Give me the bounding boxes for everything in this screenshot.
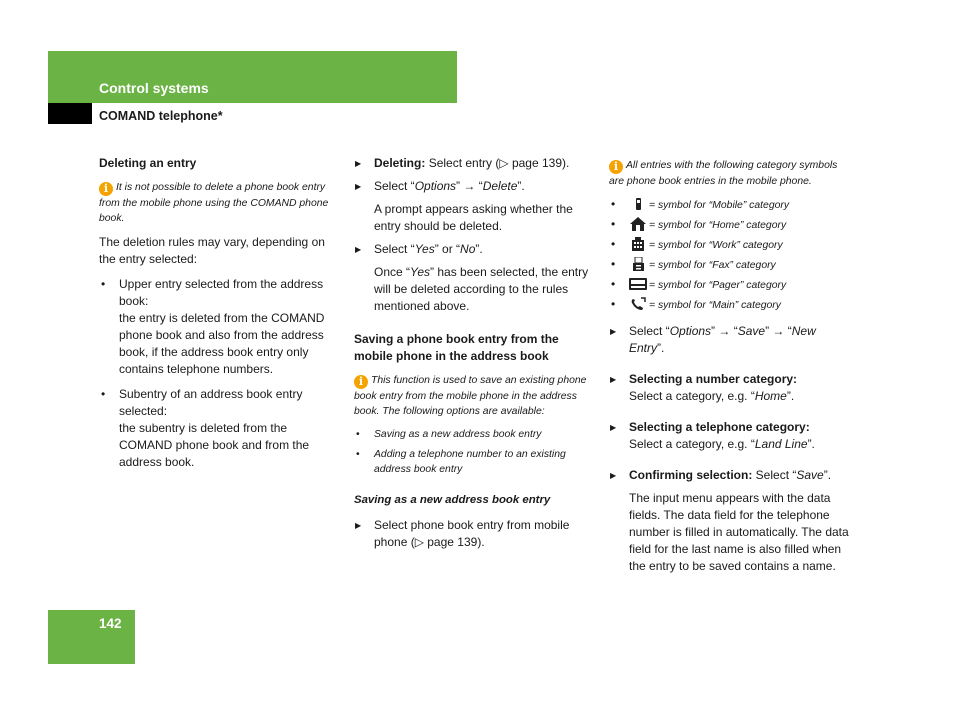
work-icon <box>629 237 647 251</box>
list-item: • Subentry of an address book entry selected: the subentry is deleted from the COMAND phone book and from the address book. <box>99 386 339 471</box>
fax-icon <box>629 257 647 271</box>
step-telephone-category: ▶ Selecting a telephone category: Select a category, e.g. “Land Line”. <box>609 419 851 453</box>
list-item: • = symbol for “Mobile” category <box>609 197 851 212</box>
list-item: • = symbol for “Pager” category <box>609 277 851 292</box>
category-symbol-list <box>609 197 851 312</box>
page-number-band <box>48 610 135 664</box>
column-3 <box>609 158 851 583</box>
step-select-phone-entry: ▶ Select phone book entry from mobile phone (▷ page 139). <box>354 517 594 551</box>
section-title: Control systems <box>99 80 209 96</box>
delete-steps <box>354 155 594 195</box>
home-icon <box>629 217 647 231</box>
input-menu-result-text: The input menu appears with the data fields. The data field for the telephone number is filled in automatically. The data field for the last name is also filled when the entry to be saved contains a name. <box>629 491 849 573</box>
main-phone-icon <box>629 297 647 311</box>
step-select-delete: ▶ Select “Options” → “Delete”. <box>354 178 594 195</box>
delete-prompt-text: A prompt appears asking whether the entry should be deleted. <box>374 202 573 233</box>
list-item: • Adding a telephone number to an existing address book entry <box>354 447 594 477</box>
list-item: • = symbol for “Work” category <box>609 237 851 252</box>
info-icon: i <box>609 160 623 174</box>
list-item: • Saving as a new address book entry <box>354 427 594 442</box>
info-icon: i <box>354 375 368 389</box>
note-categories: i All entries with the following category symbols are phone book entries in the mobile phone. <box>609 160 838 187</box>
step-deleting: ▶ Deleting: Select entry (▷ page 139). <box>354 155 594 172</box>
save-entry-heading: Saving a phone book entry from the mobile phone in the address book <box>354 332 559 363</box>
save-options-list <box>354 427 594 477</box>
deletion-intro: The deletion rules may vary, depending on the entry selected: <box>99 235 325 266</box>
mobile-icon <box>629 197 647 211</box>
save-new-subheading: Saving as a new address book entry <box>354 494 551 506</box>
step-select-new-entry: ▶ Select “Options” → “Save” → “New Entry”. <box>609 323 851 357</box>
deleting-heading: Deleting an entry <box>99 156 197 170</box>
deletion-rules-list <box>99 276 339 471</box>
list-item: • = symbol for “Fax” category <box>609 257 851 272</box>
delete-result-text: Once “Yes” has been selected, the entry will be deleted according to the rules mentioned above. <box>374 265 589 313</box>
column-2 <box>354 155 594 557</box>
step-number-category: ▶ Selecting a number category: Select a category, e.g. “Home”. <box>609 371 851 405</box>
list-item: • = symbol for “Home” category <box>609 217 851 232</box>
info-icon: i <box>99 182 113 196</box>
section-marker <box>48 103 92 124</box>
pager-icon <box>629 277 647 291</box>
save-steps <box>609 323 851 484</box>
page-number: 142 <box>99 616 122 631</box>
list-item: • Upper entry selected from the address book: the entry is deleted from the COMAND phone book and also from the address book, if the address book entry only contains telephone numbers. <box>99 276 339 378</box>
note-delete: i It is not possible to delete a phone book entry from the mobile phone using the COMAND phone book. <box>99 182 329 224</box>
note-save: i This function is used to save an existing phone book entry from the mobile phone in the address book. The following options are available: <box>354 375 587 417</box>
list-item: • = symbol for “Main” category <box>609 297 851 312</box>
step-confirm-selection: ▶ Confirming selection: Select “Save”. <box>609 467 851 484</box>
subsection-title: COMAND telephone* <box>99 109 223 123</box>
column-1 <box>99 155 339 479</box>
step-select-yes-no: ▶ Select “Yes” or “No”. <box>354 241 594 258</box>
